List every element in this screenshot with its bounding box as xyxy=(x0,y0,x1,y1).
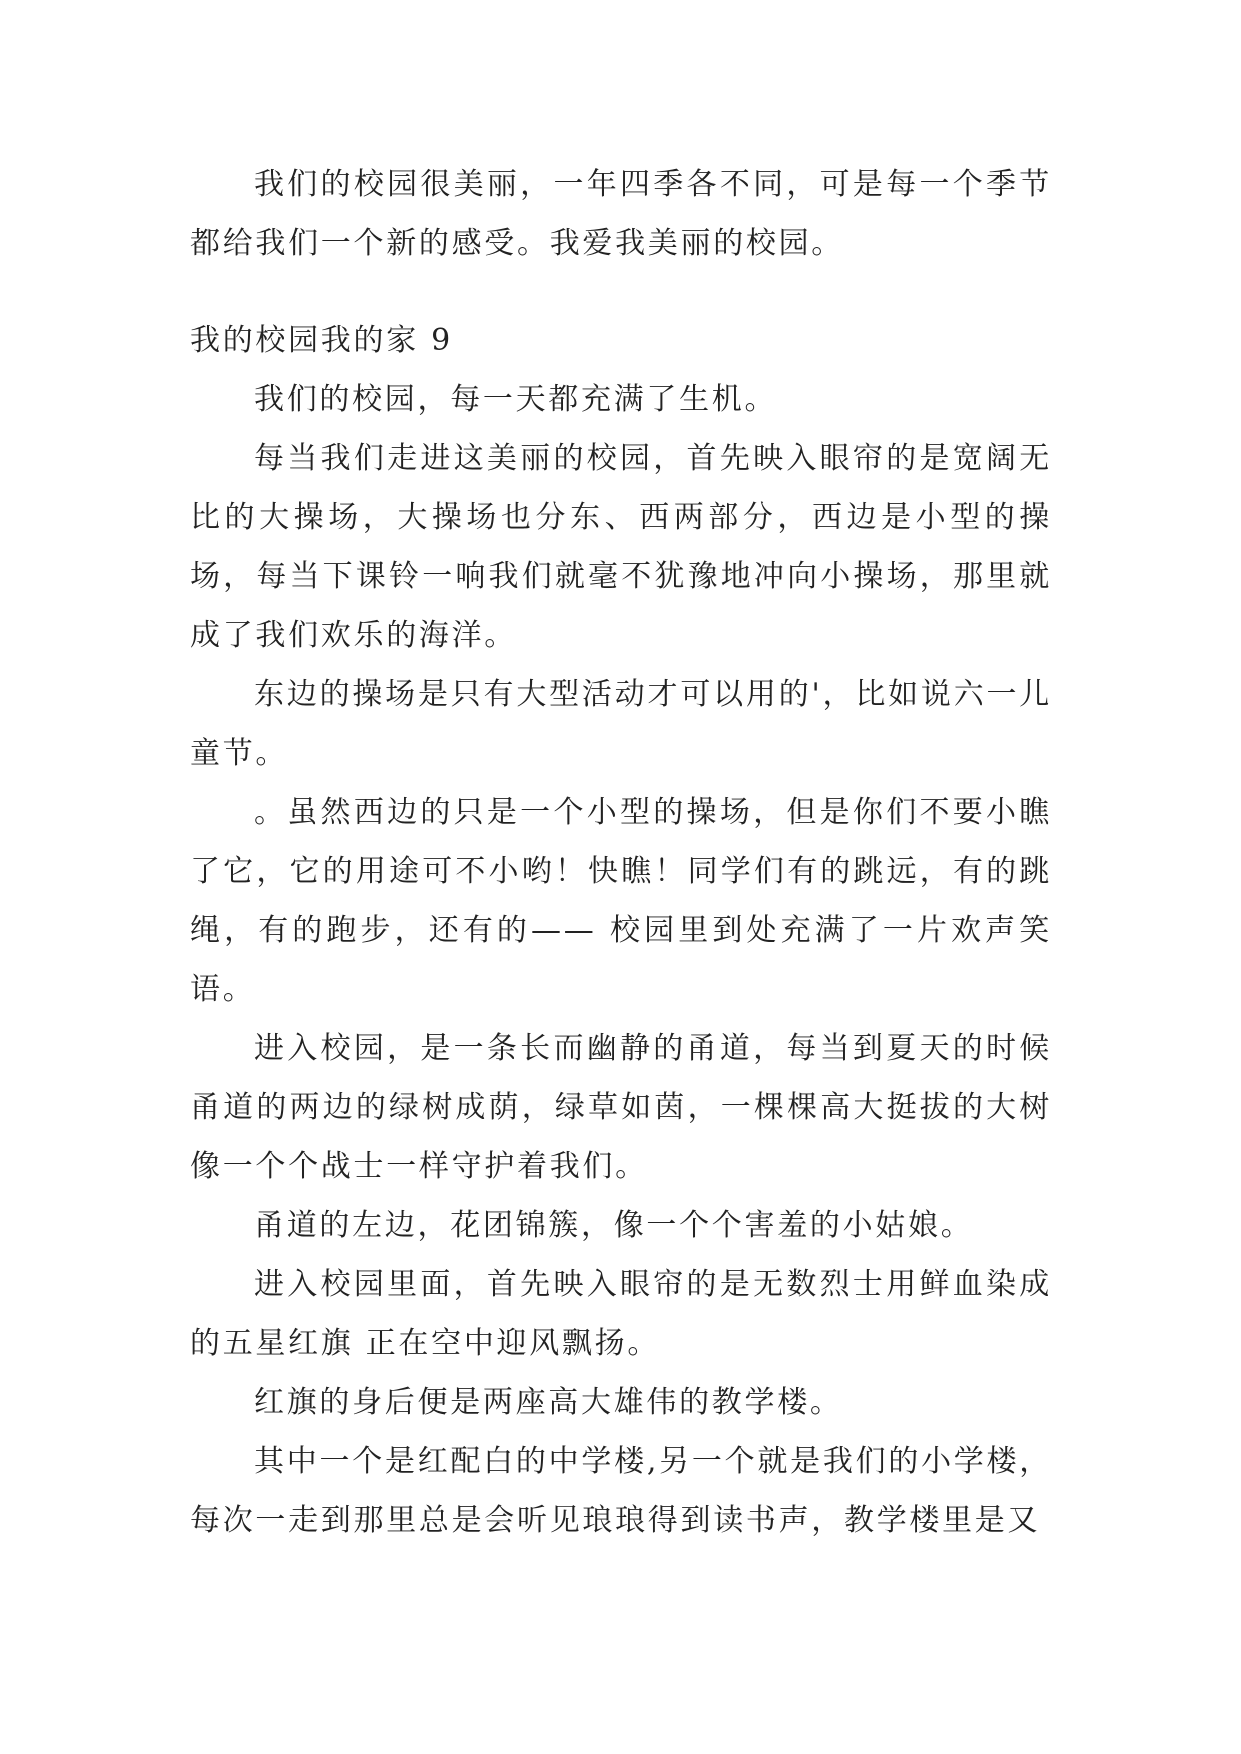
paragraph: 每当我们走进这美丽的校园，首先映入眼帘的是宽阔无比的大操场，大操场也分东、西两部分，西边是小型的操场，每当下课铃一响我们就毫不犹豫地冲向小操场，那里就成了我们欢乐的海洋。 xyxy=(190,441,1052,653)
paragraph: 我们的校园，每一天都充满了生机。 xyxy=(254,382,778,417)
section-title: 我的校园我的家 9 xyxy=(190,323,453,358)
paragraph: 进入校园，是一条长而幽静的甬道，每当到夏天的时候甬道的两边的绿树成荫，绿草如茵，一棵棵高大挺拔的大树像一个个战士一样守护着我们。 xyxy=(190,1031,1052,1184)
paragraph: 进入校园里面，首先映入眼帘的是无数烈士用鲜血染成的五星红旗 正在空中迎风飘扬。 xyxy=(190,1267,1052,1361)
paragraph: 红旗的身后便是两座高大雄伟的教学楼。 xyxy=(254,1385,843,1420)
paragraph: 。虽然西边的只是一个小型的操场，但是你们不要小瞧了它，它的用途可不小哟！快瞧！同学们有的跳远，有的跳绳，有的跑步，还有的—— 校园里到处充满了一片欢声笑语。 xyxy=(190,795,1052,1007)
paragraph: 其中一个是红配白的中学楼,另一个就是我们的小学楼，每次一走到那里总是会听见琅琅得到读书声，教学楼里是又 xyxy=(190,1444,1052,1538)
paragraph: 甬道的左边，花团锦簇，像一个个害羞的小姑娘。 xyxy=(254,1208,974,1243)
paragraph: 东边的操场是只有大型活动才可以用的'，比如说六一儿童节。 xyxy=(190,677,1052,771)
intro-paragraph: 我们的校园很美丽，一年四季各不同，可是每一个季节都给我们一个新的感受。我爱我美丽的校园。 xyxy=(190,167,1052,261)
document-body xyxy=(190,155,1052,1550)
